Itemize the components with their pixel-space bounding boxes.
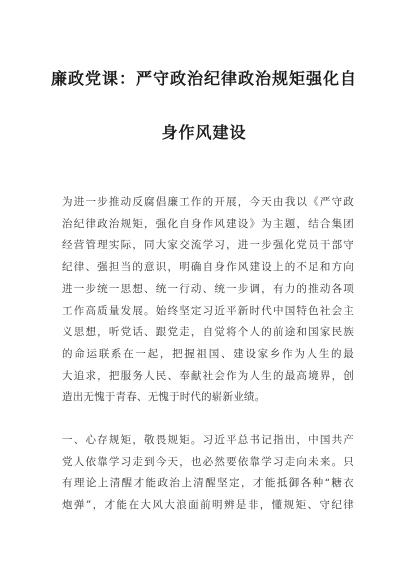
paragraph-line: 有理论上清醒才能政治上清醒坚定，才能抵御各种“糖衣 [62, 477, 354, 490]
paragraph-line: 的命运联系在一起，把握祖国、建设家乡作为人生的最 [62, 347, 354, 360]
paragraph-line: 工作高质量发展。始终坚定习近平新时代中国特色社会主 [62, 304, 354, 317]
paragraph-line: 大追求，把服务人民、奉献社会作为人生的最高境界，创 [62, 369, 354, 382]
paragraph-line: 一、心存规矩，敬畏规矩。习近平总书记指出，中国共产 [62, 434, 354, 446]
paragraph-line: 党人依靠学习走到今天，也必然要依靠学习走向未来。只 [62, 455, 354, 468]
paragraph-line: 经营管理实际，同大家交流学习，进一步强化党员干部守 [62, 239, 354, 252]
paragraph-line: 进一步统一思想、统一行动、统一步调，有力的推动各项 [62, 282, 354, 295]
paragraph-line: 炮弹”，才能在大风大浪面前明辨是非，懂规矩、守纪律 [62, 499, 354, 512]
paragraph-section-one [62, 430, 354, 517]
paragraph-line: 治纪律政治规矩，强化自身作风建设》为主题，结合集团 [62, 217, 354, 230]
document-title-line-2: 身作风建设 [161, 123, 247, 142]
document-title-line-1: 廉政党课：严守政治纪律政治规矩强化自 [50, 69, 357, 88]
paragraph-line: 为进一步推动反腐倡廉工作的开展，今天由我以《严守政 [62, 196, 354, 208]
paragraph-line: 义思想，听党话、跟党走，自觉将个人的前途和国家民族 [62, 326, 354, 339]
paragraph-line: 纪律、强担当的意识，明确自身作风建设上的不足和方向 [62, 261, 354, 274]
paragraph-line: 造出无愧于青春、无愧于时代的崭新业绩。 [62, 391, 266, 404]
paragraph-intro [62, 192, 354, 409]
